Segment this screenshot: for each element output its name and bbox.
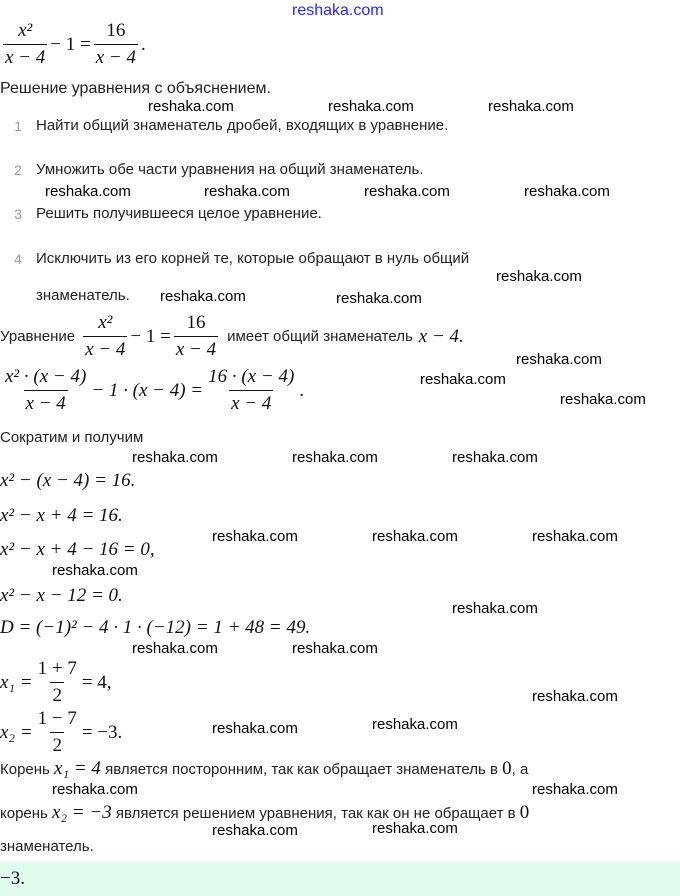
step-text: Исключить из его корней те, которые обращают в нуль общий <box>36 250 470 267</box>
answer-value: −3. <box>0 868 25 889</box>
watermark: reshaka.com <box>148 98 234 115</box>
root-x1 <box>0 658 112 707</box>
denominator: x − 4 <box>94 44 138 69</box>
watermark: reshaka.com <box>160 288 246 305</box>
watermark: reshaka.com <box>452 600 538 617</box>
text: является посторонним, так как обращает знаменатель в <box>105 760 498 778</box>
math-text: − 1 · (x − 4) = <box>91 379 204 401</box>
fraction <box>94 20 138 69</box>
math-text: x − 4. <box>418 325 464 347</box>
step-text: Найти общий знаменатель дробей, входящих в уравнение. <box>36 117 449 134</box>
root-x2 <box>0 708 122 757</box>
step-text: Решить получившееся целое уравнение. <box>36 205 322 222</box>
math-text: = 4, <box>81 671 112 693</box>
watermark: reshaka.com <box>364 183 450 200</box>
text: Уравнение <box>0 328 76 345</box>
equation-2: x² − x + 4 = 16. <box>0 505 123 526</box>
text: корень <box>0 804 48 822</box>
fraction <box>83 312 127 361</box>
watermark: reshaka.com <box>452 449 538 466</box>
step-1 <box>0 117 448 134</box>
reduce-text: Сократим и получим <box>0 429 144 446</box>
watermark: reshaka.com <box>372 820 458 837</box>
fraction <box>36 708 79 757</box>
step-3 <box>0 205 322 222</box>
denominator: x − 4 <box>83 336 127 361</box>
conclusion-3: знаменатель. <box>0 838 94 855</box>
equation-3: x² − x + 4 − 16 = 0, <box>0 539 155 560</box>
step-text: Умножить обе части уравнения на общий знаменатель. <box>36 161 424 178</box>
denominator: x − 4 <box>174 336 218 361</box>
problem-equation <box>0 20 146 69</box>
denominator: x − 4 <box>229 390 273 415</box>
denominator: 2 <box>50 732 64 757</box>
watermark: reshaka.com <box>132 640 218 657</box>
math-text: − 1 = <box>50 33 91 55</box>
watermark: reshaka.com <box>488 98 574 115</box>
numerator: x² <box>98 312 113 333</box>
watermark: reshaka.com <box>52 562 138 579</box>
step-4-cont: знаменатель. <box>36 287 130 304</box>
watermark: reshaka.com <box>516 351 602 368</box>
common-denominator-line <box>0 312 464 361</box>
numerator: x² <box>18 20 33 41</box>
step-4 <box>0 250 469 267</box>
watermark: reshaka.com <box>532 781 618 798</box>
watermark: reshaka.com <box>212 720 298 737</box>
step-number: 4 <box>14 250 22 267</box>
watermark: reshaka.com <box>496 268 582 285</box>
math-text: = −3. <box>81 721 123 743</box>
text: имеет общий знаменатель <box>227 328 413 345</box>
math-text: 0 <box>502 758 512 779</box>
watermark: reshaka.com <box>420 371 506 388</box>
denominator: x − 4 <box>3 44 47 69</box>
multiplied-equation <box>0 366 304 415</box>
watermark: reshaka.com <box>212 528 298 545</box>
watermark: reshaka.com <box>52 781 138 798</box>
text: является решением уравнения, так как он не обращает в <box>115 804 516 822</box>
math-text: 0 <box>519 802 530 823</box>
numerator: 16 · (x − 4) <box>208 366 295 387</box>
denominator: x − 4 <box>24 390 68 415</box>
equation-4: x² − x − 12 = 0. <box>0 585 123 606</box>
watermark: reshaka.com <box>532 528 618 545</box>
watermark: reshaka.com <box>212 822 298 839</box>
step-number: 2 <box>14 161 22 178</box>
equation-1: x² − (x − 4) = 16. <box>0 470 136 491</box>
watermark: reshaka.com <box>292 449 378 466</box>
denominator: 2 <box>50 682 64 707</box>
numerator: x² · (x − 4) <box>5 366 87 387</box>
math-text: . <box>140 33 146 55</box>
watermark: reshaka.com <box>336 290 422 307</box>
discriminant: D = (−1)² − 4 · 1 · (−12) = 1 + 48 = 49. <box>0 617 311 638</box>
step-number: 1 <box>14 117 22 134</box>
step-2 <box>0 161 424 178</box>
text: , а <box>511 760 529 778</box>
fraction <box>3 20 47 69</box>
numerator: 1 + 7 <box>37 658 77 679</box>
math-text: x₁ = <box>0 671 33 693</box>
watermark: reshaka.com <box>328 98 414 115</box>
fraction <box>206 366 296 415</box>
watermark: reshaka.com <box>372 716 458 733</box>
numerator: 16 <box>106 20 126 41</box>
fraction <box>174 312 218 361</box>
math-text: . <box>299 379 305 401</box>
math-text: x₁ = 4 <box>54 758 101 779</box>
step-number: 3 <box>14 205 22 222</box>
watermark: reshaka.com <box>524 183 610 200</box>
math-text: x₂ = −3 <box>52 802 112 823</box>
watermark: reshaka.com <box>45 183 131 200</box>
watermark: reshaka.com <box>292 640 378 657</box>
text: Корень <box>0 760 50 778</box>
watermark: reshaka.com <box>532 688 618 705</box>
numerator: 16 <box>186 312 206 333</box>
site-watermark: reshaka.com <box>292 2 384 19</box>
math-text: − 1 = <box>130 325 171 347</box>
intro-text: Решение уравнения с объяснением. <box>0 80 271 97</box>
answer-box <box>0 862 680 896</box>
fraction <box>3 366 88 415</box>
watermark: reshaka.com <box>560 391 646 408</box>
fraction <box>36 658 79 707</box>
watermark: reshaka.com <box>372 528 458 545</box>
watermark: reshaka.com <box>204 183 290 200</box>
conclusion-1 <box>0 758 528 780</box>
numerator: 1 − 7 <box>37 708 77 729</box>
watermark: reshaka.com <box>132 449 218 466</box>
math-text: x₂ = <box>0 721 33 743</box>
